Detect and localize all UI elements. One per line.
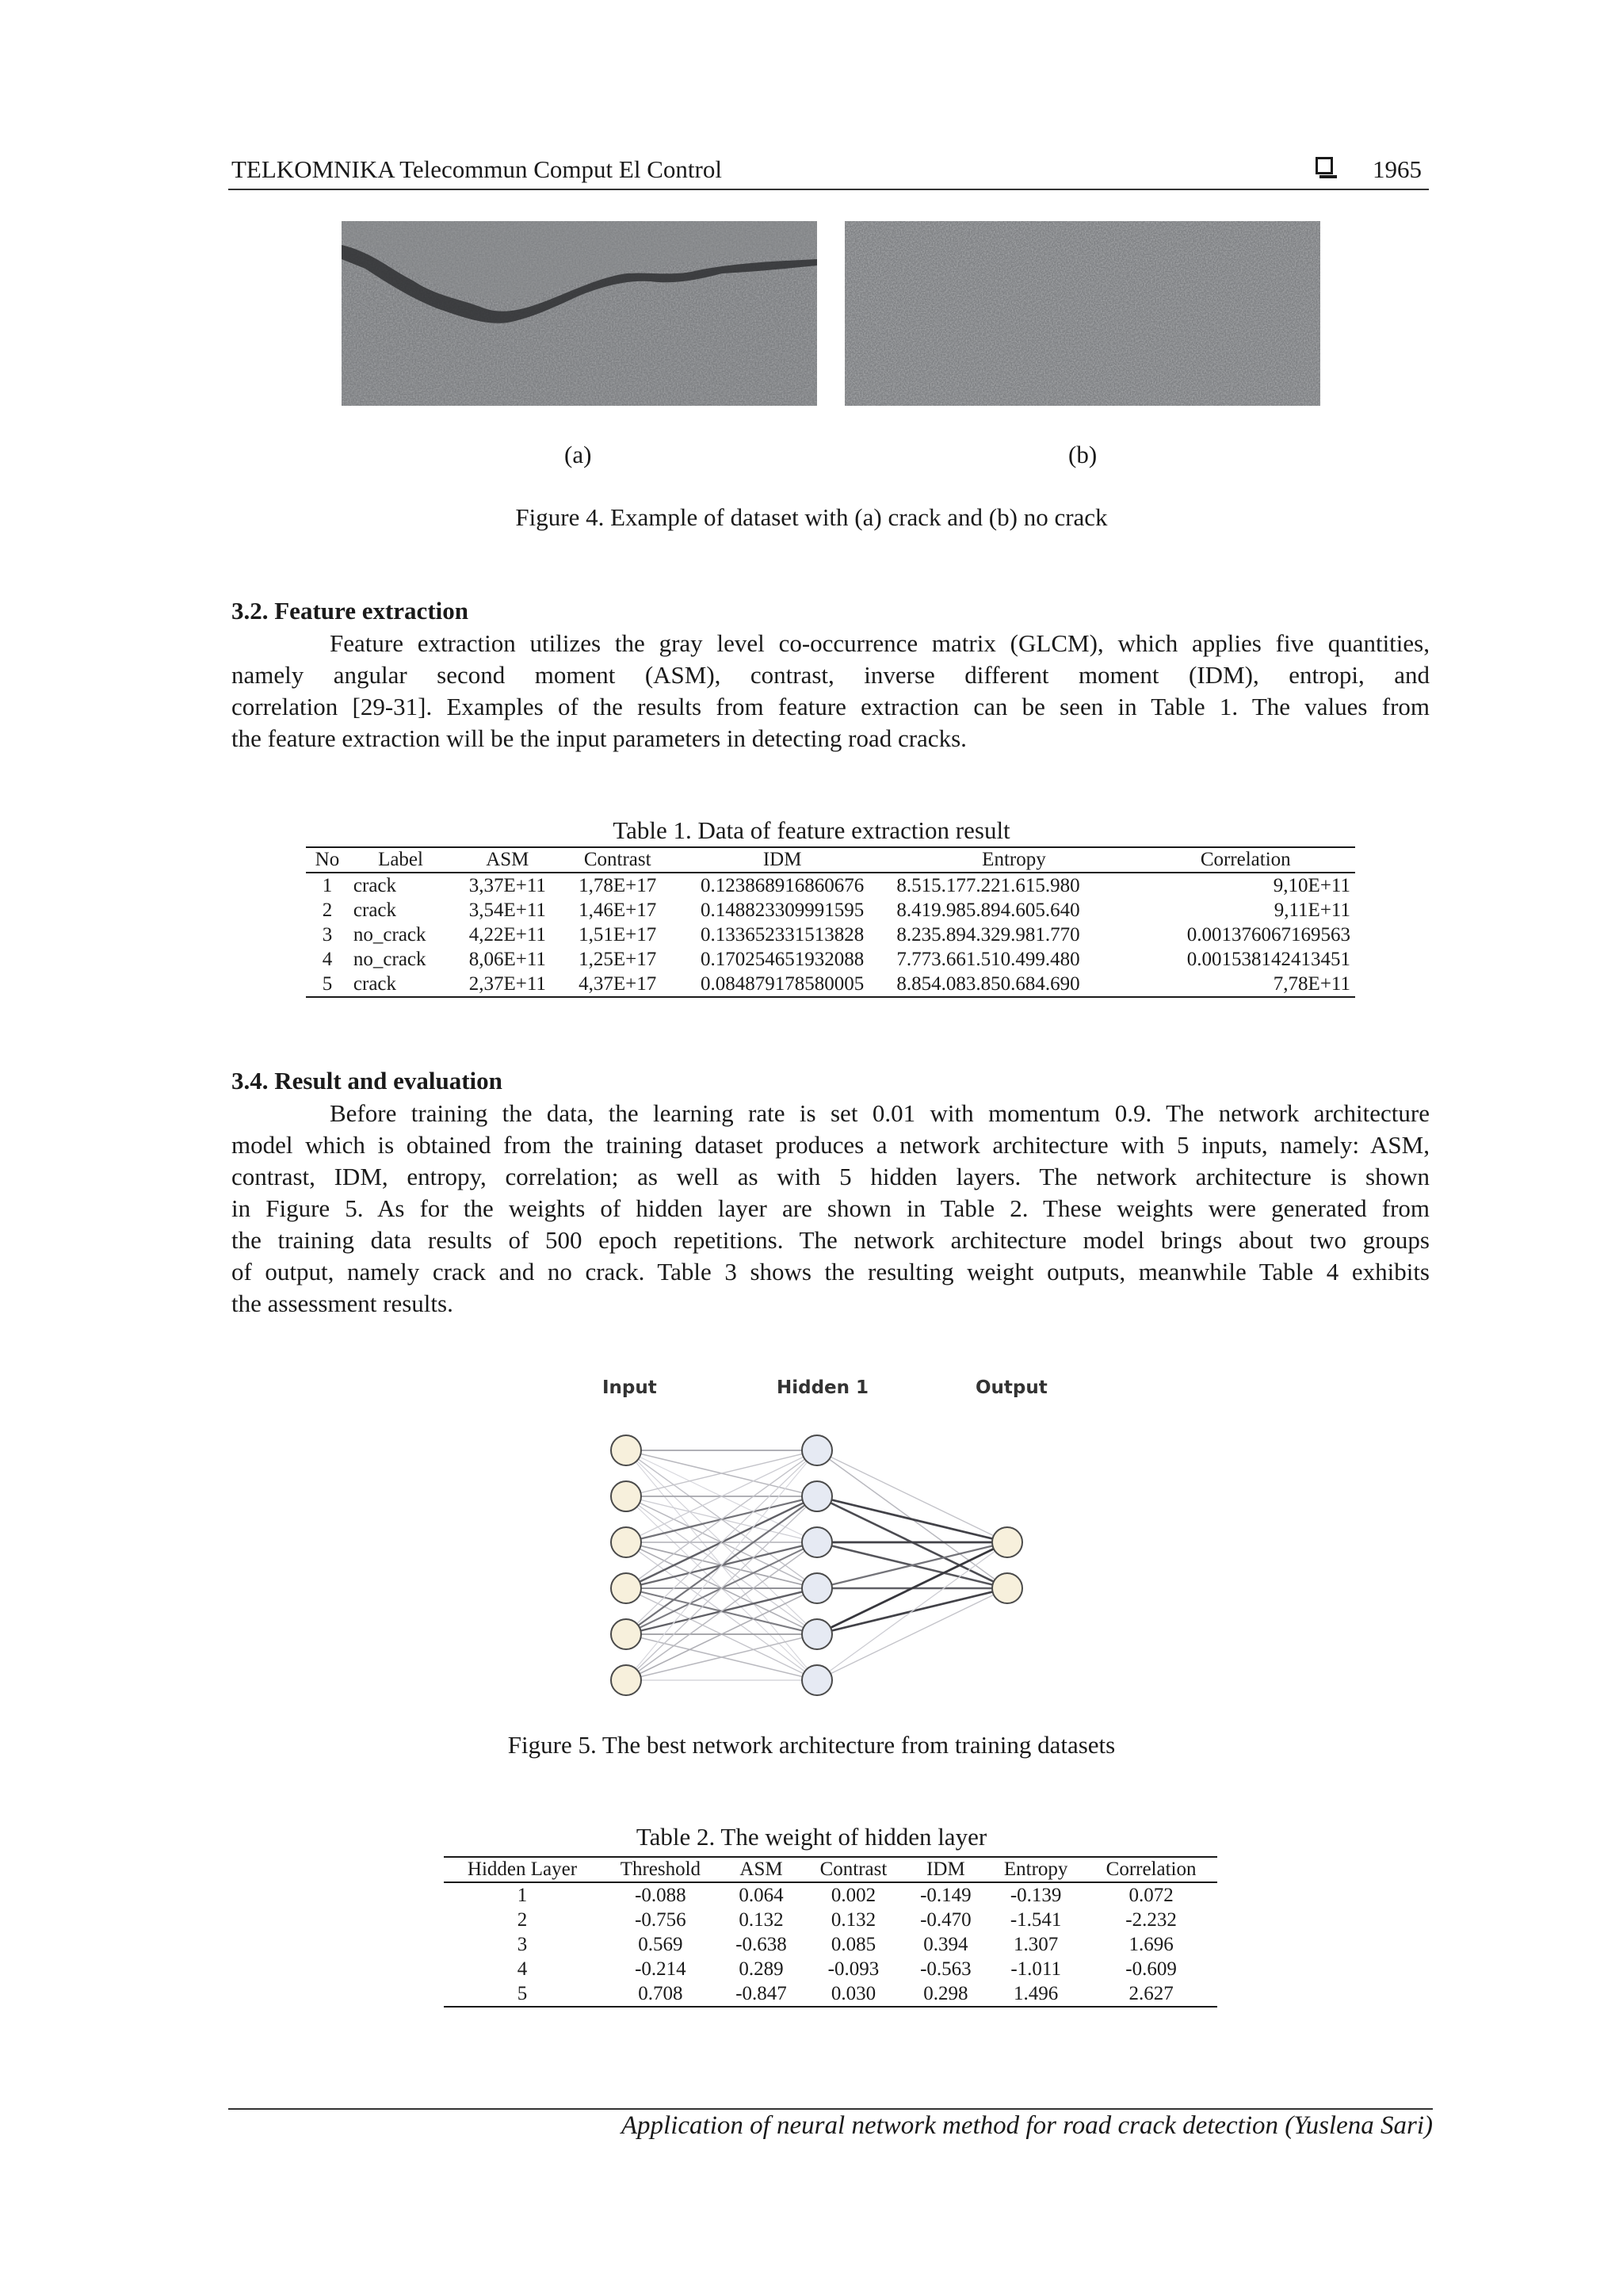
- table-cell: 4: [517, 1958, 528, 1980]
- figure4-image-crack: [342, 221, 817, 406]
- table-cell: 0.084879178580005: [673, 972, 892, 997]
- table-cell: 4: [322, 948, 333, 970]
- table-cell: -0.149: [920, 1884, 972, 1906]
- table-cell: 3: [322, 923, 333, 946]
- table-cell: 8.419.985.894.605.640: [896, 899, 1080, 921]
- table-row: [306, 898, 1355, 923]
- output-node: [992, 1527, 1022, 1557]
- table-cell: 1,78E+17: [579, 874, 657, 896]
- input-node: [611, 1619, 641, 1649]
- paragraph-line: namely angular second moment (ASM), contrast, inverse different moment (IDM), entropi, and: [231, 661, 1430, 689]
- table-cell: 5: [306, 972, 349, 997]
- table1-title: Table 1. Data of feature extraction result: [613, 816, 1010, 844]
- paragraph-line: model which is obtained from the training dataset produces a network architecture with 5 inputs, namely: ASM,: [231, 1131, 1430, 1159]
- table-cell: crack: [353, 899, 397, 921]
- layer-label-output: Output: [976, 1377, 1048, 1398]
- table-cell: -2.232: [1125, 1908, 1177, 1931]
- table-header: Entropy: [987, 1857, 1085, 1882]
- table-cell: 0.289: [739, 1958, 784, 1980]
- paragraph-line: of output, namely crack and no crack. Table 3 shows the resulting weight outputs, meanwhile Table 4 exhibits: [231, 1258, 1430, 1286]
- table-cell: 0.148823309991595: [701, 899, 865, 921]
- figure4-image-no-crack: [845, 221, 1320, 406]
- table2-title: Table 2. The weight of hidden layer: [636, 1823, 987, 1851]
- table-header: Contrast: [802, 1857, 904, 1882]
- running-header: [231, 155, 1428, 190]
- table-cell: 0.072: [1128, 1884, 1174, 1906]
- page-number: 1965: [1373, 155, 1422, 183]
- input-node: [611, 1527, 641, 1557]
- running-footer: Application of neural network method for road crack detection (Yuslena Sari): [621, 2111, 1433, 2140]
- table-header: Threshold: [601, 1857, 720, 1882]
- table2: [444, 1856, 1217, 2008]
- table-cell: 2,37E+11: [453, 972, 562, 997]
- table-cell: 0.002: [831, 1884, 876, 1906]
- table-cell: 2: [322, 899, 333, 921]
- table-cell: 1: [517, 1884, 528, 1906]
- table-cell: 0.085: [831, 1933, 876, 1955]
- table-cell: -0.847: [720, 1981, 803, 2007]
- hidden-node: [802, 1573, 832, 1603]
- table-cell: 9,10E+11: [1273, 874, 1350, 896]
- table-cell: -0.563: [920, 1958, 972, 1980]
- table-cell: -0.609: [1125, 1958, 1177, 1980]
- section-3-4-paragraph: [231, 1098, 1430, 1320]
- table-cell: 8.515.177.221.615.980: [896, 874, 1080, 896]
- table-cell: 4,22E+11: [468, 923, 546, 946]
- checkbox-square-icon: [1316, 157, 1333, 174]
- table-cell: -0.756: [635, 1908, 686, 1931]
- figure4-caption: Figure 4. Example of dataset with (a) crack and (b) no crack: [515, 503, 1108, 531]
- table-cell: -1.541: [1010, 1908, 1062, 1931]
- table1: [306, 846, 1355, 998]
- table-cell: -0.093: [827, 1958, 880, 1980]
- figure4-label-a: (a): [564, 441, 592, 468]
- table-cell: 1: [322, 874, 333, 896]
- table-row: [306, 873, 1355, 898]
- table-cell: 1,46E+17: [579, 899, 657, 921]
- section-3-2-paragraph: [231, 628, 1430, 755]
- table-cell: 0.132: [739, 1908, 784, 1931]
- input-node: [611, 1435, 641, 1465]
- figure5-caption: Figure 5. The best network architecture from training datasets: [507, 1731, 1116, 1759]
- input-node: [611, 1481, 641, 1511]
- table-row: [306, 947, 1355, 972]
- layer-label-input: Input: [602, 1377, 657, 1398]
- paragraph-line: correlation [29-31]. Examples of the results from feature extraction can be seen in Table 1. The values from: [231, 693, 1430, 720]
- table-row: [306, 972, 1355, 997]
- table-cell: 0.064: [739, 1884, 784, 1906]
- table-cell: crack: [353, 874, 397, 896]
- table-cell: 0.132: [831, 1908, 876, 1931]
- layer-label-hidden: Hidden 1: [777, 1377, 869, 1398]
- paragraph-line: the feature extraction will be the input parameters in detecting road cracks.: [231, 724, 967, 752]
- input-node: [611, 1573, 641, 1603]
- table-header: No: [306, 847, 349, 873]
- table-row: [444, 1957, 1217, 1981]
- table-cell: 3: [517, 1933, 528, 1955]
- hidden-node: [802, 1481, 832, 1511]
- table-cell: no_crack: [353, 948, 426, 970]
- footer-rule: [228, 2108, 1433, 2110]
- table-cell: -0.088: [635, 1884, 686, 1906]
- table-cell: 1.307: [1014, 1933, 1059, 1955]
- table-cell: 1,25E+17: [579, 948, 657, 970]
- table-cell: 0.298: [905, 1981, 987, 2007]
- table-cell: 7,78E+11: [1136, 972, 1356, 997]
- table-cell: 1.496: [987, 1981, 1085, 2007]
- table-cell: 1,51E+17: [579, 923, 657, 946]
- table-header: IDM: [905, 1857, 987, 1882]
- paragraph-line: in Figure 5. As for the weights of hidden layer are shown in Table 2. These weights were generated from: [231, 1194, 1430, 1222]
- table-header: Contrast: [562, 847, 672, 873]
- paragraph-line: the assessment results.: [231, 1289, 453, 1317]
- table-row: [444, 1981, 1217, 2007]
- section-heading-3-2: 3.2. Feature extraction: [231, 597, 468, 625]
- table-cell: 8,06E+11: [468, 948, 546, 970]
- table-row: [444, 1932, 1217, 1957]
- paragraph-line: Feature extraction utilizes the gray level co-occurrence matrix (GLCM), which applies five quantities,: [330, 629, 1430, 657]
- input-node: [611, 1665, 641, 1695]
- table-cell: 0.394: [923, 1933, 968, 1955]
- table-cell: 0.133652331513828: [701, 923, 865, 946]
- hidden-node: [802, 1435, 832, 1465]
- header-rule: [228, 189, 1429, 190]
- table-header: Label: [349, 847, 453, 873]
- table-header: Entropy: [892, 847, 1136, 873]
- hidden-node: [802, 1665, 832, 1695]
- table-header: Hidden Layer: [444, 1857, 601, 1882]
- table-cell: 4,37E+17: [562, 972, 672, 997]
- table-cell: 8.854.083.850.684.690: [892, 972, 1136, 997]
- network-diagram: [555, 1411, 1062, 1712]
- connection-line: [817, 1542, 1007, 1680]
- connection-line: [817, 1496, 1007, 1542]
- table-cell: 0.001376067169563: [1186, 923, 1350, 946]
- table-cell: -0.214: [635, 1958, 686, 1980]
- table-cell: -0.470: [920, 1908, 972, 1931]
- connection-line: [817, 1588, 1007, 1680]
- table-cell: 0.569: [638, 1933, 683, 1955]
- table-cell: 3,37E+11: [468, 874, 546, 896]
- table-row: [306, 923, 1355, 947]
- table-cell: 2.627: [1085, 1981, 1217, 2007]
- section-heading-3-4: 3.4. Result and evaluation: [231, 1067, 502, 1095]
- paragraph-line: the training data results of 500 epoch repetitions. The network architecture model brings about two groups: [231, 1226, 1430, 1254]
- hidden-node: [802, 1619, 832, 1649]
- table-cell: no_crack: [353, 923, 426, 946]
- table-cell: -0.638: [735, 1933, 787, 1955]
- table-cell: 5: [444, 1981, 601, 2007]
- table-header: ASM: [453, 847, 562, 873]
- connection-line: [817, 1450, 1007, 1542]
- table-cell: 9,11E+11: [1274, 899, 1350, 921]
- table-cell: 7.773.661.510.499.480: [896, 948, 1080, 970]
- table-cell: 0.123868916860676: [701, 874, 865, 896]
- table-row: [444, 1882, 1217, 1908]
- paragraph-line: Before training the data, the learning rate is set 0.01 with momentum 0.9. The network architecture: [330, 1099, 1430, 1127]
- table-cell: -0.139: [1010, 1884, 1062, 1906]
- table-cell: 0.030: [802, 1981, 904, 2007]
- table-header: ASM: [720, 1857, 803, 1882]
- table-cell: 2: [517, 1908, 528, 1931]
- table-cell: 0.001538142413451: [1186, 948, 1350, 970]
- table-cell: 1.696: [1128, 1933, 1174, 1955]
- figure4-label-b: (b): [1068, 441, 1098, 468]
- table-cell: 0.170254651932088: [701, 948, 865, 970]
- table-header: Correlation: [1085, 1857, 1217, 1882]
- table-cell: 3,54E+11: [468, 899, 546, 921]
- table-header: IDM: [673, 847, 892, 873]
- paragraph-line: contrast, IDM, entropy, correlation; as well as with 5 hidden layers. The network architecture is shown: [231, 1163, 1430, 1190]
- output-node: [992, 1573, 1022, 1603]
- table-cell: 8.235.894.329.981.770: [896, 923, 1080, 946]
- journal-title: TELKOMNIKA Telecommun Comput El Control: [231, 155, 722, 183]
- table-header: Correlation: [1136, 847, 1356, 873]
- table-cell: crack: [349, 972, 453, 997]
- table-row: [444, 1908, 1217, 1932]
- hidden-node: [802, 1527, 832, 1557]
- table-cell: -1.011: [1010, 1958, 1061, 1980]
- table-cell: 0.708: [601, 1981, 720, 2007]
